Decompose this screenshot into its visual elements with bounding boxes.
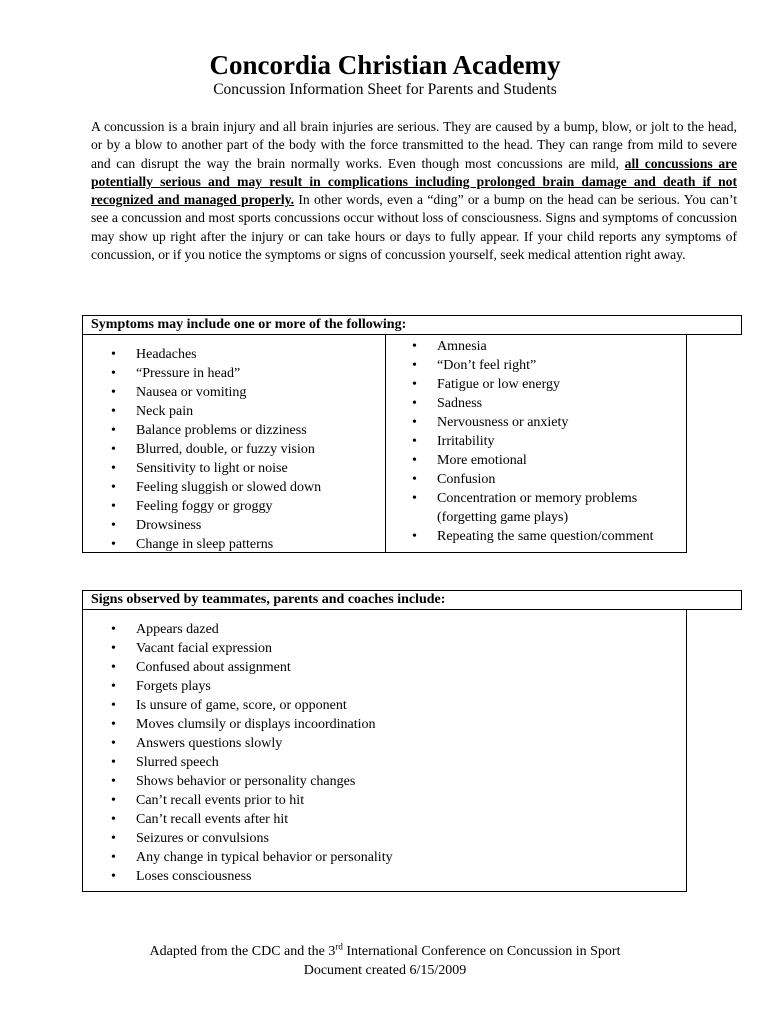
list-item: • Can’t recall events after hit	[108, 810, 668, 829]
list-item: • Loses consciousness	[108, 867, 668, 886]
list-item: • More emotional	[409, 451, 684, 470]
list-item: • Nausea or vomiting	[108, 383, 383, 402]
list-item: • Balance problems or dizziness	[108, 421, 383, 440]
footer	[0, 942, 770, 980]
list-item: • Can’t recall events prior to hit	[108, 791, 668, 810]
list-item: • Answers questions slowly	[108, 734, 668, 753]
list-item: • Neck pain	[108, 402, 383, 421]
list-item: • Fatigue or low energy	[409, 375, 684, 394]
list-item: • Seizures or convulsions	[108, 829, 668, 848]
signs-list	[108, 620, 668, 886]
list-item: • Confusion	[409, 470, 684, 489]
list-item: • Amnesia	[409, 337, 684, 356]
list-item: • Slurred speech	[108, 753, 668, 772]
footer-citation-start: Adapted from the CDC and the 3	[149, 944, 336, 959]
footer-date: Document created 6/15/2009	[303, 963, 467, 978]
footer-ordinal-suffix: rd	[335, 941, 343, 952]
list-item: • Is unsure of game, score, or opponent	[108, 696, 668, 715]
list-item: • Change in sleep patterns	[108, 535, 383, 554]
list-item: • Sadness	[409, 394, 684, 413]
list-item: • Appears dazed	[108, 620, 668, 639]
list-item: • Headaches	[108, 345, 383, 364]
intro-text-end: In other words, even a “ding” or a bump on the head can be serious. You can’t see a concussion and most sports concussions occur without loss of consciousness. Signs and symptoms of concussion may show up right after the injury or can take hours or days to fully appear. If your child reports any symptoms of concussion, or if you notice the symptoms or signs of concussion yourself, seek medical attention right away.	[91, 192, 737, 263]
list-item: • “Pressure in head”	[108, 364, 383, 383]
list-item: • Any change in typical behavior or personality	[108, 848, 668, 867]
signs-heading: Signs observed by teammates, parents and coaches include:	[82, 590, 742, 610]
footer-citation	[0, 942, 770, 961]
list-item: • Feeling sluggish or slowed down	[108, 478, 383, 497]
list-item: • Moves clumsily or displays incoordination	[108, 715, 668, 734]
list-item: • Confused about assignment	[108, 658, 668, 677]
symptoms-left-list	[108, 345, 383, 554]
list-item: • Irritability	[409, 432, 684, 451]
symptoms-column-divider	[385, 334, 386, 553]
page-subtitle: Concussion Information Sheet for Parents and Students	[213, 81, 557, 98]
symptoms-heading: Symptoms may include one or more of the following:	[82, 315, 742, 335]
intro-paragraph	[91, 118, 737, 264]
footer-citation-end: International Conference on Concussion in Sport	[342, 944, 621, 959]
list-item: • Feeling foggy or groggy	[108, 497, 383, 516]
intro-emphasis: all concussions are potentially serious and may result in complications including prolonged brain damage and death if not recognized and managed properly.	[91, 155, 737, 208]
list-item: • Concentration or memory problems (forgetting game plays)	[409, 489, 684, 527]
intro-text-start: A concussion is a brain injury and all brain injuries are serious. They are caused by a bump, blow, or jolt to the head, or by a blow to another part of the body with the force transmitted to the head. They can range from mild to severe and can disrupt the way the brain normally works. Even though most concussions are mild,	[91, 119, 737, 171]
list-item: • Drowsiness	[108, 516, 383, 535]
list-item: • Sensitivity to light or noise	[108, 459, 383, 478]
list-item: • Vacant facial expression	[108, 639, 668, 658]
symptoms-right-list	[409, 337, 684, 546]
list-item: • Forgets plays	[108, 677, 668, 696]
list-item: • Nervousness or anxiety	[409, 413, 684, 432]
page-title: Concordia Christian Academy	[209, 50, 561, 80]
list-item: • Repeating the same question/comment	[409, 527, 684, 546]
list-item: • Shows behavior or personality changes	[108, 772, 668, 791]
list-item: • Blurred, double, or fuzzy vision	[108, 440, 383, 459]
list-item: • “Don’t feel right”	[409, 356, 684, 375]
